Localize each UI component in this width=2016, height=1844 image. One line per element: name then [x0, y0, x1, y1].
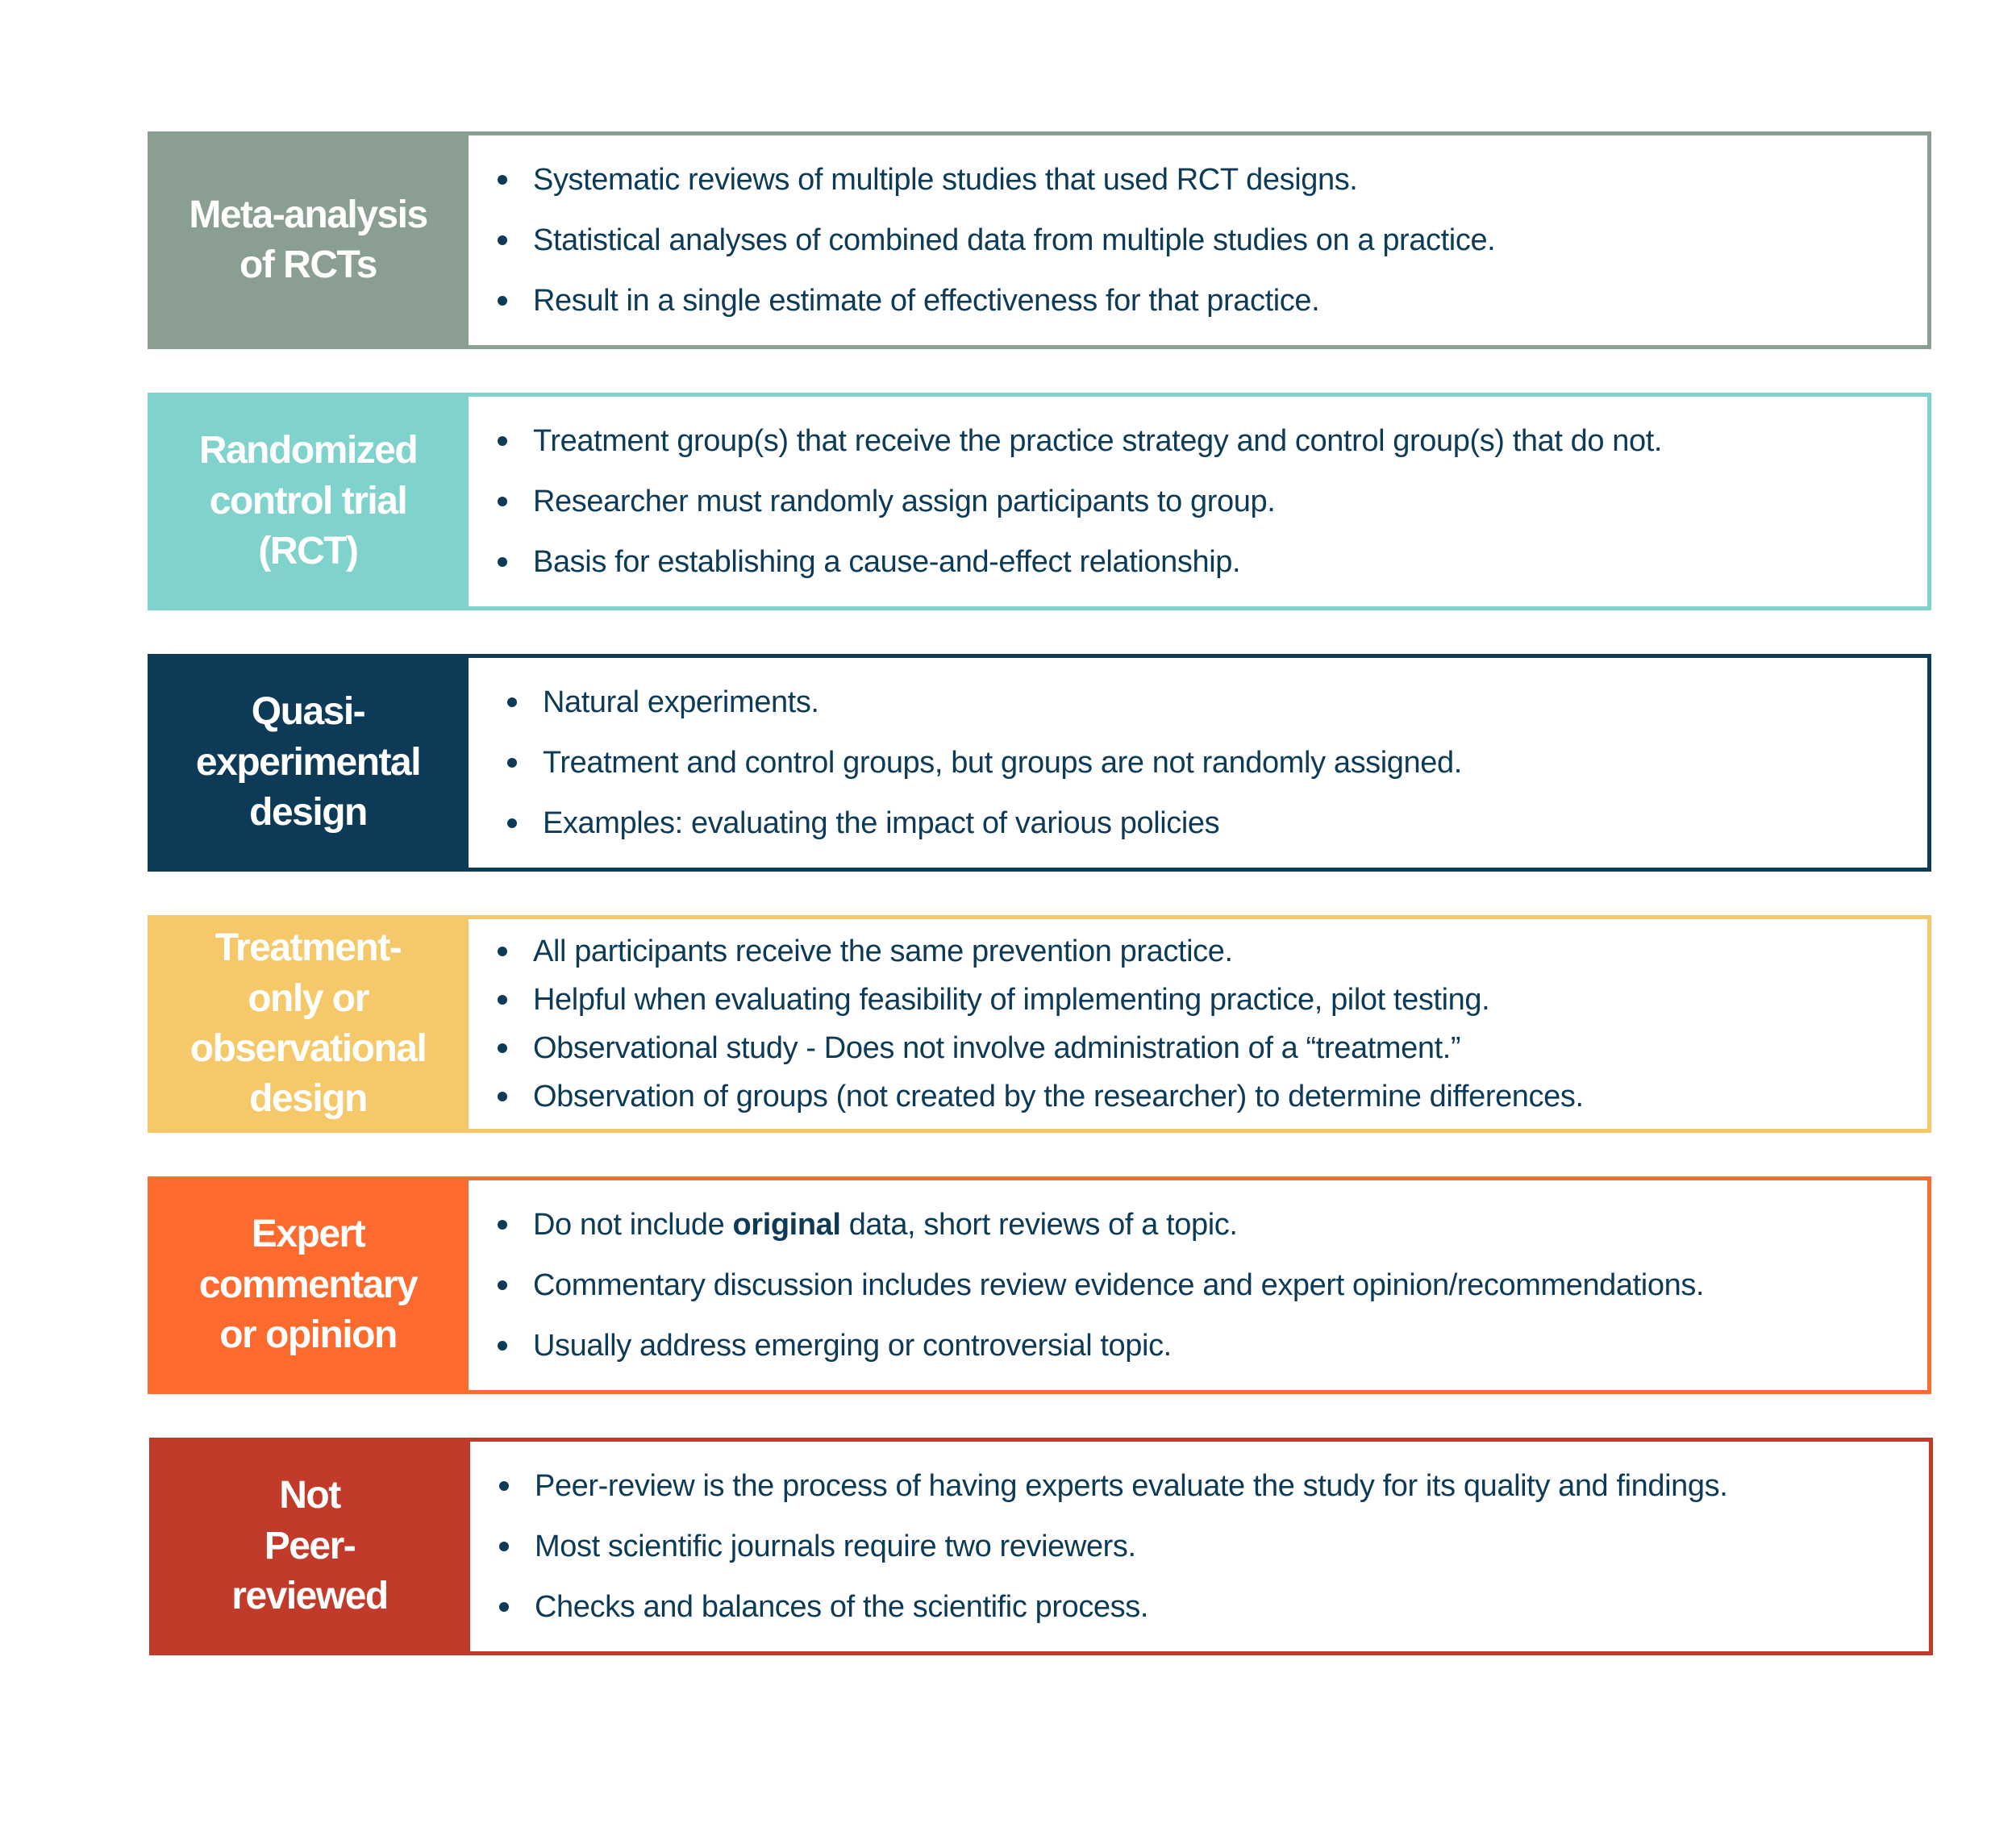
bullet-item: Helpful when evaluating feasibility of implementing practice, pilot testing. — [533, 976, 1927, 1024]
evidence-level-label: Quasi- experimental design — [148, 654, 469, 872]
bullet-item: Statistical analyses of combined data from multiple studies on a practice. — [533, 210, 1927, 271]
description-list — [469, 397, 1927, 606]
description-list — [469, 919, 1927, 1129]
bullet-item: Systematic reviews of multiple studies that used RCT designs. — [533, 150, 1927, 210]
bullet-item: Usually address emerging or controversial topic. — [533, 1316, 1927, 1376]
evidence-level-label: Expert commentary or opinion — [148, 1176, 469, 1394]
bullet-item: All participants receive the same prevention practice. — [533, 927, 1927, 976]
evidence-level-label: Not Peer- reviewed — [149, 1438, 470, 1655]
evidence-level-row — [148, 654, 1931, 872]
evidence-level-label: Treatment- only or observational design — [148, 915, 469, 1133]
bullet-item: Commentary discussion includes review evidence and expert opinion/recommendations. — [533, 1255, 1927, 1316]
description-list — [469, 1180, 1927, 1390]
evidence-level-row — [148, 915, 1931, 1133]
bullet-item: Result in a single estimate of effectiveness for that practice. — [533, 271, 1927, 331]
bullet-item: Checks and balances of the scientific process. — [535, 1577, 1929, 1638]
evidence-level-row — [148, 393, 1931, 610]
description-list — [470, 1442, 1929, 1651]
description-list — [469, 135, 1927, 345]
bullet-item: Examples: evaluating the impact of various policies — [543, 793, 1927, 854]
evidence-level-row — [149, 1438, 1933, 1655]
bullet-item: Most scientific journals require two reviewers. — [535, 1517, 1929, 1577]
bullet-item: Observation of groups (not created by the researcher) to determine differences. — [533, 1072, 1927, 1121]
text-segment: Do not include — [533, 1207, 733, 1242]
bullet-item — [533, 1195, 1927, 1255]
bullet-item: Researcher must randomly assign participants to group. — [533, 472, 1927, 532]
evidence-level-label: Meta-analysis of RCTs — [148, 131, 469, 349]
emphasis-text: original — [732, 1207, 841, 1242]
text-segment: data, short reviews of a topic. — [840, 1207, 1238, 1242]
bullet-item: Peer-review is the process of having experts evaluate the study for its quality and findings. — [535, 1456, 1929, 1517]
description-list — [469, 658, 1927, 868]
bullet-item: Basis for establishing a cause-and-effect relationship. — [533, 532, 1927, 593]
bullet-item: Observational study - Does not involve administration of a “treatment.” — [533, 1024, 1927, 1072]
evidence-level-row — [148, 131, 1931, 349]
bullet-item: Treatment and control groups, but groups are not randomly assigned. — [543, 733, 1927, 793]
bullet-item: Natural experiments. — [543, 672, 1927, 733]
bullet-item: Treatment group(s) that receive the practice strategy and control group(s) that do not. — [533, 411, 1927, 472]
evidence-level-row — [148, 1176, 1931, 1394]
evidence-level-label: Randomized control trial (RCT) — [148, 393, 469, 610]
